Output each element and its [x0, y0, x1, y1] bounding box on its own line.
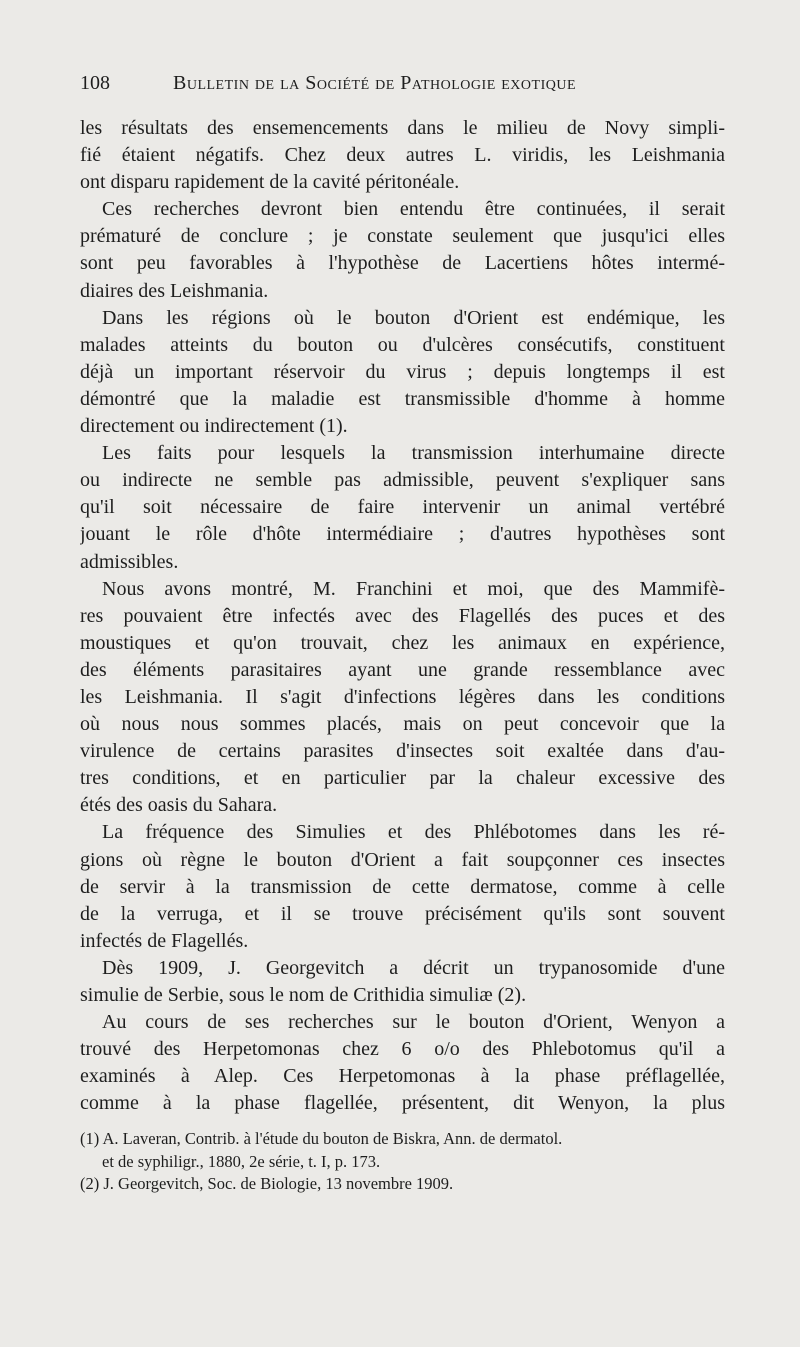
text-line: admissibles. — [80, 550, 179, 573]
text-line: jouant le rôle d'hôte intermédiaire ; d'autres hypothèses sont — [80, 523, 725, 546]
footnote-line: (2) J. Georgevitch, Soc. de Biologie, 13 novembre 1909. — [80, 1174, 454, 1193]
text-line: de la verruga, et il se trouve précisément qu'ils sont souvent — [80, 902, 725, 925]
text-line: examinés à Alep. Ces Herpetomonas à la phase préflagellée, — [80, 1065, 725, 1088]
text-line: Nous avons montré, M. Franchini et moi, que des Mammifè- — [102, 577, 725, 600]
text-line: des éléments parasitaires ayant une grande ressemblance avec — [80, 658, 725, 681]
text-line: res pouvaient être infectés avec des Flagellés des puces et des — [80, 604, 725, 627]
text-line: Dès 1909, J. Georgevitch a décrit un trypanosomide d'une — [102, 956, 725, 979]
text-line: Dans les régions où le bouton d'Orient est endémique, les — [102, 306, 725, 329]
text-line: comme à la phase flagellée, présentent, dit Wenyon, la plus — [80, 1092, 725, 1115]
text-line: les Leishmania. Il s'agit d'infections légères dans les conditions — [80, 685, 725, 708]
text-line: directement ou indirectement (1). — [80, 415, 348, 438]
page-number: 108 — [80, 72, 110, 94]
article-body — [80, 115, 725, 1117]
text-line: virulence de certains parasites d'insectes soit exaltée dans d'au- — [80, 740, 725, 763]
text-line: où nous nous sommes placés, mais on peut concevoir que la — [80, 713, 725, 736]
text-line: qu'il soit nécessaire de faire intervenir un animal vertébré — [80, 496, 725, 519]
text-line: de servir à la transmission de cette dermatose, comme à celle — [80, 875, 725, 898]
footnote-line: (1) A. Laveran, Contrib. à l'étude du bouton de Biskra, Ann. de dermatol. — [80, 1129, 563, 1148]
text-line: Les faits pour lesquels la transmission interhumaine directe — [102, 442, 725, 465]
text-line: tres conditions, et en particulier par la chaleur excessive des — [80, 767, 725, 790]
text-line: gions où règne le bouton d'Orient a fait soupçonner ces insectes — [80, 848, 725, 871]
text-line: étés des oasis du Sahara. — [80, 794, 278, 817]
text-line: ou indirecte ne semble pas admissible, peuvent s'expliquer sans — [80, 469, 725, 492]
running-title: Bulletin de la Société de Pathologie exotique — [173, 72, 577, 94]
text-line: démontré que la maladie est transmissible d'homme à homme — [80, 387, 725, 410]
text-line: moustiques et qu'on trouvait, chez les animaux en expérience, — [80, 631, 725, 654]
footnotes — [80, 1128, 725, 1196]
text-line: malades atteints du bouton ou d'ulcères consécutifs, constituent — [80, 333, 725, 356]
text-line: sont peu favorables à l'hypothèse de Lacertiens hôtes intermé- — [80, 252, 725, 275]
text-line: simulie de Serbie, sous le nom de Crithidia simuliæ (2). — [80, 984, 527, 1006]
text-line: fié étaient négatifs. Chez deux autres L. viridis, les Leishmania — [80, 144, 725, 167]
text-line: Au cours de ses recherches sur le bouton d'Orient, Wenyon a — [102, 1011, 725, 1034]
footnote-line: et de syphiligr., 1880, 2e série, t. I, p. 173. — [102, 1151, 381, 1171]
text-line: les résultats des ensemencements dans le milieu de Novy simpli- — [80, 117, 725, 139]
text-line: La fréquence des Simulies et des Phlébotomes dans les ré- — [102, 821, 725, 844]
text-line: infectés de Flagellés. — [80, 929, 249, 952]
text-line: prématuré de conclure ; je constate seulement que jusqu'ici elles — [80, 225, 725, 248]
text-line: ont disparu rapidement de la cavité péritonéale. — [80, 171, 460, 194]
text-line: Ces recherches devront bien entendu être continuées, il serait — [102, 198, 725, 221]
text-line: trouvé des Herpetomonas chez 6 o/o des Phlebotomus qu'il a — [80, 1038, 725, 1061]
text-line: déjà un important réservoir du virus ; depuis longtemps il est — [80, 360, 725, 383]
text-line: diaires des Leishmania. — [80, 279, 269, 302]
